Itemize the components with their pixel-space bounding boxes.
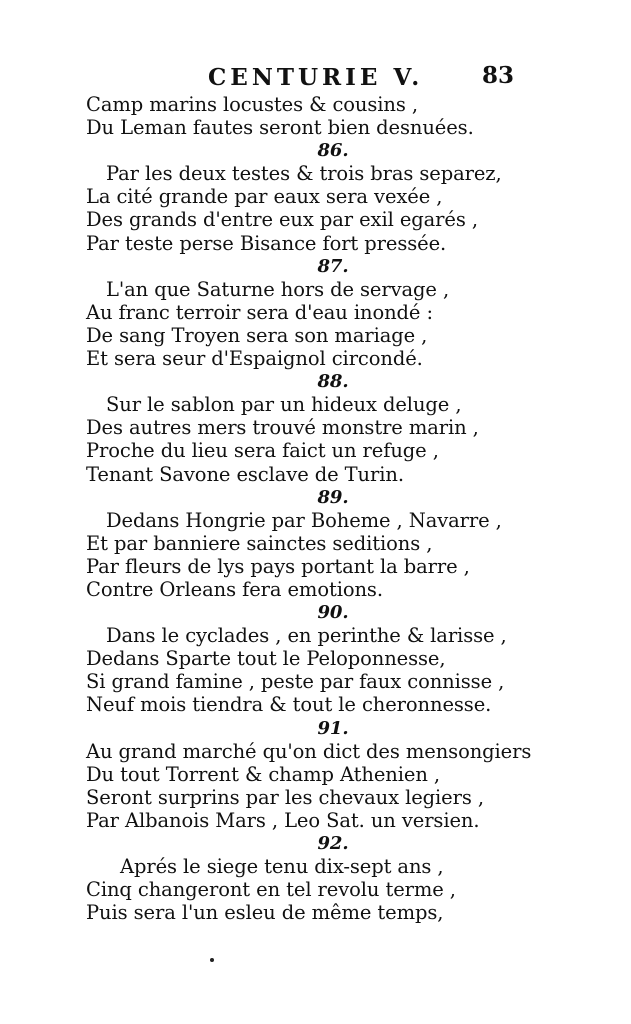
verse-line: Tenant Savone esclave de Turin. <box>86 462 404 486</box>
verse-line: Par teste perse Bisance fort pressée. <box>86 231 447 255</box>
verse-line: Par Albanois Mars , Leo Sat. un versien. <box>86 808 480 832</box>
verse-line-first: Dans le cyclades , en perinthe & larisse , <box>106 624 507 648</box>
verse-line: Du Leman fautes seront bien desnuées. <box>86 116 474 140</box>
verse-line: Au grand marché qu'on dict des mensongiers <box>86 739 532 763</box>
verse-line-first: Par les deux testes & trois bras separez, <box>106 162 502 186</box>
verse-line: Par fleurs de lys pays portant la barre , <box>86 554 470 578</box>
verse-line: Du tout Torrent & champ Athenien , <box>86 762 440 786</box>
running-title: CENTURIE V. <box>208 64 424 91</box>
verse-line: Camp marins locustes & cousins , <box>86 93 418 116</box>
verse-line: La cité grande par eaux sera vexée , <box>86 185 443 209</box>
verse-line-first: L'an que Saturne hors de servage , <box>106 277 450 301</box>
page-header <box>0 62 631 96</box>
verse-line: Dedans Sparte tout le Peloponnesse, <box>86 647 446 671</box>
verse-line: Cinq changeront en tel revolu terme , <box>86 878 456 902</box>
verse-line: Au franc terroir sera d'eau inondé : <box>86 300 433 324</box>
ink-speck <box>210 958 214 962</box>
quatrain-number: 87. <box>317 255 349 277</box>
quatrain-number: 86. <box>317 140 349 162</box>
verse-body <box>86 93 606 924</box>
quatrain-number: 88. <box>317 371 349 393</box>
quatrain-number: 89. <box>317 486 349 508</box>
verse-line: Contre Orleans fera emotions. <box>86 577 383 601</box>
verse-line: Seront surprins par les chevaux legiers , <box>86 785 484 809</box>
verse-line: De sang Troyen sera son mariage , <box>86 323 428 347</box>
verse-line: Et par banniere sainctes seditions , <box>86 531 433 555</box>
quatrain-number: 90. <box>317 602 349 624</box>
verse-line: Neuf mois tiendra & tout le cheronnesse. <box>86 693 492 717</box>
verse-line: Et sera seur d'Espaignol circondé. <box>86 347 423 371</box>
verse-line: Si grand famine , peste par faux connisse , <box>86 670 505 694</box>
verse-line: Des grands d'entre eux par exil egarés , <box>86 208 478 232</box>
verse-line: Des autres mers trouvé monstre marin , <box>86 416 479 440</box>
verse-line-first: Sur le sablon par un hideux deluge , <box>106 393 462 417</box>
verse-line: Proche du lieu sera faict un refuge , <box>86 439 439 463</box>
quatrain-number: 91. <box>317 717 349 739</box>
page-number: 83 <box>482 62 515 89</box>
verse-line-first: Aprés le siege tenu dix-sept ans , <box>120 855 444 879</box>
verse-line: Puis sera l'un esleu de même temps, <box>86 901 444 925</box>
quatrain-number: 92. <box>317 833 349 854</box>
verse-line-first: Dedans Hongrie par Boheme , Navarre , <box>106 508 502 532</box>
